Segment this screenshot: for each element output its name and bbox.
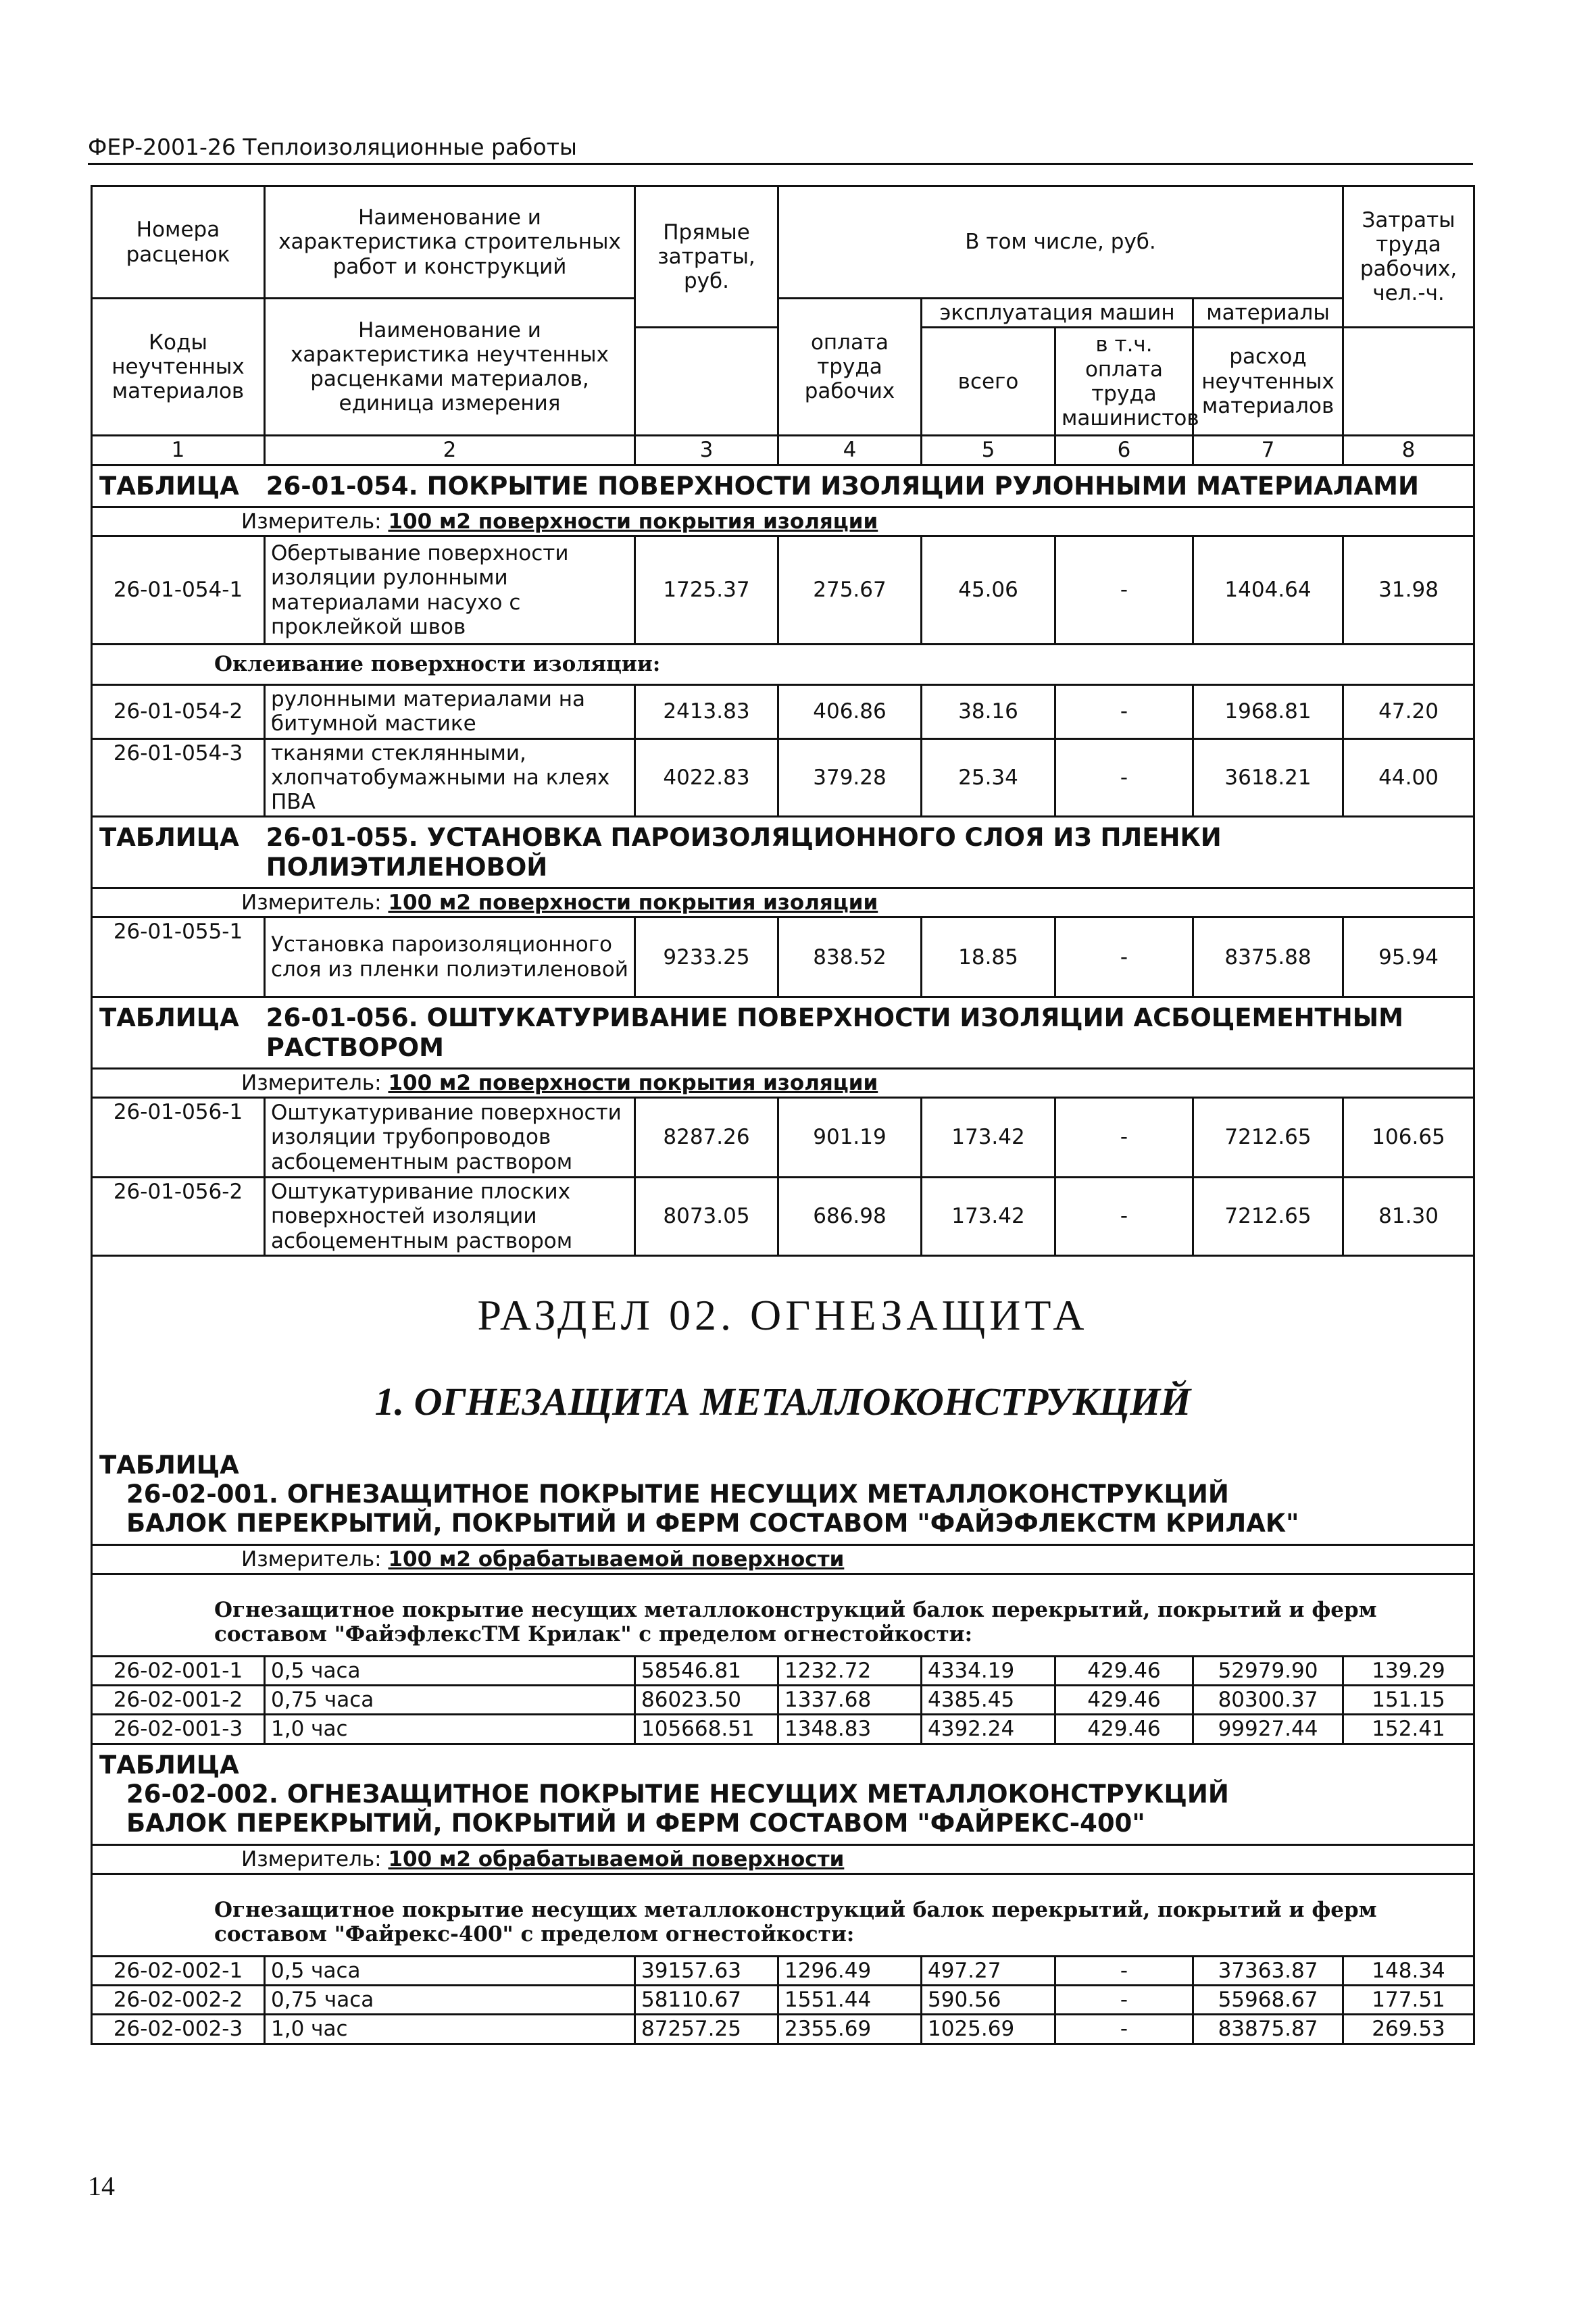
cell-value: - xyxy=(1055,1178,1193,1256)
cell-value: 105668.51 xyxy=(635,1715,778,1744)
work-name: Оштукатуривание плоских поверхностей изоляции асбоцементным раствором xyxy=(265,1178,635,1256)
cell-value: 590.56 xyxy=(922,1986,1055,2015)
cell-value: 1968.81 xyxy=(1193,685,1343,739)
col-header-machinist-wages: в т.ч. оплата труда машинистов xyxy=(1055,328,1193,436)
col-header-machines-total: всего xyxy=(922,328,1055,436)
cell-value: 3618.21 xyxy=(1193,738,1343,817)
cell-value: 148.34 xyxy=(1343,1956,1474,1985)
table-row xyxy=(92,1956,1474,1985)
rate-code: 26-01-054-3 xyxy=(92,738,265,817)
work-name: Установка пароизоляционного слоя из пленки полиэтиленовой xyxy=(265,917,635,997)
col-number: 2 xyxy=(265,436,635,465)
cell-value: 4392.24 xyxy=(922,1715,1055,1744)
table-title-26-01-054 xyxy=(92,465,1474,507)
cell-value: - xyxy=(1055,1098,1193,1178)
col-header-direct-costs-cont xyxy=(635,328,778,436)
cell-value: 99927.44 xyxy=(1193,1715,1343,1744)
table-label: ТАБЛИЦА xyxy=(99,1450,239,1480)
cell-value: - xyxy=(1055,738,1193,817)
table-row xyxy=(92,2015,1474,2044)
col-header-wages: оплата труда рабочих xyxy=(778,299,922,436)
table-row xyxy=(92,685,1474,739)
rate-code: 26-02-002-2 xyxy=(92,1986,265,2015)
cell-value: - xyxy=(1055,917,1193,997)
cell-value: 139.29 xyxy=(1343,1656,1474,1685)
cell-value: 901.19 xyxy=(778,1098,922,1178)
rate-code: 26-01-056-1 xyxy=(92,1098,265,1178)
cell-value: 429.46 xyxy=(1055,1715,1193,1744)
measure-line xyxy=(92,1544,1474,1574)
cell-value: 406.86 xyxy=(778,685,922,739)
cell-value: - xyxy=(1055,1986,1193,2015)
col-header-materials: материалы xyxy=(1193,299,1343,328)
col-number: 7 xyxy=(1193,436,1343,465)
cell-value: 177.51 xyxy=(1343,1986,1474,2015)
cell-value: 7212.65 xyxy=(1193,1098,1343,1178)
work-name: рулонными материалами на битумной мастике xyxy=(265,685,635,739)
cell-value: 47.20 xyxy=(1343,685,1474,739)
cell-value: 151.15 xyxy=(1343,1686,1474,1715)
table-title-text: 26-02-001. ОГНЕЗАЩИТНОЕ ПОКРЫТИЕ НЕСУЩИХ МЕТАЛЛОКОНСТРУКЦИЙ БАЛОК ПЕРЕКРЫТИЙ, ПОКРЫТИЙ И ФЕРМ СОСТАВОМ "ФАЙЭФЛЕКСТМ КРИЛАК" xyxy=(126,1480,1299,1538)
cell-value: 55968.67 xyxy=(1193,1986,1343,2015)
cell-value: 8287.26 xyxy=(635,1098,778,1178)
cell-value: 86023.50 xyxy=(635,1686,778,1715)
cell-value: 44.00 xyxy=(1343,738,1474,817)
rate-code: 26-02-002-1 xyxy=(92,1956,265,1985)
cell-value: 686.98 xyxy=(778,1178,922,1256)
measure-line xyxy=(92,888,1474,917)
table-title-26-01-055 xyxy=(92,817,1474,888)
col-number: 4 xyxy=(778,436,922,465)
col-header-labor: Затраты труда рабочих, чел.-ч. xyxy=(1343,186,1474,328)
rate-code: 26-01-054-2 xyxy=(92,685,265,739)
measure-unit: 100 м2 поверхности покрытия изоляции xyxy=(388,1070,878,1095)
rate-code: 26-02-002-3 xyxy=(92,2015,265,2044)
col-header-material-use: расход неучтенных материалов xyxy=(1193,328,1343,436)
cell-value: 8073.05 xyxy=(635,1178,778,1256)
cell-value: 8375.88 xyxy=(1193,917,1343,997)
cell-value: 1025.69 xyxy=(922,2015,1055,2044)
work-name: Оштукатуривание поверхности изоляции трубопроводов асбоцементным раствором xyxy=(265,1098,635,1178)
cell-value: 4385.45 xyxy=(922,1686,1055,1715)
rate-code: 26-02-001-2 xyxy=(92,1686,265,1715)
cell-value: 1296.49 xyxy=(778,1956,922,1985)
col-header-machines: эксплуатация машин xyxy=(922,299,1193,328)
cell-value: 45.06 xyxy=(922,536,1055,645)
cell-value: 80300.37 xyxy=(1193,1686,1343,1715)
table-title-text: 26-01-055. УСТАНОВКА ПАРОИЗОЛЯЦИОННОГО СЛОЯ ИЗ ПЛЕНКИ ПОЛИЭТИЛЕНОВОЙ xyxy=(266,823,1222,882)
subgroup-heading: Оклеивание поверхности изоляции: xyxy=(92,645,1474,685)
cell-value: 497.27 xyxy=(922,1956,1055,1985)
table-label: ТАБЛИЦА xyxy=(99,471,239,501)
cell-value: 1337.68 xyxy=(778,1686,922,1715)
rate-code: 26-01-056-2 xyxy=(92,1178,265,1256)
cell-value: 2355.69 xyxy=(778,2015,922,2044)
rates-table xyxy=(91,185,1475,2045)
work-name: тканями стеклянными, хлопчатобумажными на клеях ПВА xyxy=(265,738,635,817)
col-header-work-name: Наименование и характеристика строительных работ и конструкций xyxy=(265,186,635,299)
measure-label: Измеритель: xyxy=(241,1546,382,1571)
running-header: ФЕР-2001-26 Теплоизоляционные работы xyxy=(88,134,1473,165)
col-header-rate-numbers: Номера расценок xyxy=(92,186,265,299)
table-row xyxy=(92,1986,1474,2015)
cell-value: - xyxy=(1055,2015,1193,2044)
cell-value: 269.53 xyxy=(1343,2015,1474,2044)
subsection-title: 1. ОГНЕЗАЩИТА МЕТАЛЛОКОНСТРУКЦИЙ xyxy=(374,1379,1191,1424)
cell-value: 38.16 xyxy=(922,685,1055,739)
page-number: 14 xyxy=(88,2171,115,2201)
cell-value: 1232.72 xyxy=(778,1656,922,1685)
col-header-labor-cont xyxy=(1343,328,1474,436)
cell-value: 2413.83 xyxy=(635,685,778,739)
cell-value: 1404.64 xyxy=(1193,536,1343,645)
table-label: ТАБЛИЦА xyxy=(99,1003,239,1033)
cell-value: 4022.83 xyxy=(635,738,778,817)
cell-value: 1348.83 xyxy=(778,1715,922,1744)
rate-code: 26-01-055-1 xyxy=(92,917,265,997)
measure-label: Измеритель: xyxy=(241,1070,382,1095)
work-name: 1,0 час xyxy=(265,2015,635,2044)
table-title-text: 26-02-002. ОГНЕЗАЩИТНОЕ ПОКРЫТИЕ НЕСУЩИХ МЕТАЛЛОКОНСТРУКЦИЙ БАЛОК ПЕРЕКРЫТИЙ, ПОКРЫТИЙ И ФЕРМ СОСТАВОМ "ФАЙРЕКС-400" xyxy=(126,1779,1229,1838)
cell-value: 52979.90 xyxy=(1193,1656,1343,1685)
cell-value: 87257.25 xyxy=(635,2015,778,2044)
col-number: 1 xyxy=(92,436,265,465)
measure-unit: 100 м2 поверхности покрытия изоляции xyxy=(388,890,878,915)
cell-value: 81.30 xyxy=(1343,1178,1474,1256)
col-number: 6 xyxy=(1055,436,1193,465)
col-header-including: В том числе, руб. xyxy=(778,186,1343,299)
measure-unit: 100 м2 обрабатываемой поверхности xyxy=(388,1846,845,1871)
table-row xyxy=(92,1686,1474,1715)
cell-value: - xyxy=(1055,685,1193,739)
table-row xyxy=(92,1656,1474,1685)
table-title-26-01-056 xyxy=(92,997,1474,1069)
cell-value: 58546.81 xyxy=(635,1656,778,1685)
work-name: Обертывание поверхности изоляции рулонными материалами насухо с проклейкой швов xyxy=(265,536,635,645)
col-number: 3 xyxy=(635,436,778,465)
work-name: 1,0 час xyxy=(265,1715,635,1744)
work-name: 0,75 часа xyxy=(265,1686,635,1715)
cell-value: 83875.87 xyxy=(1193,2015,1343,2044)
rate-code: 26-01-054-1 xyxy=(92,536,265,645)
measure-unit: 100 м2 поверхности покрытия изоляции xyxy=(388,509,878,534)
cell-value: 9233.25 xyxy=(635,917,778,997)
table-row xyxy=(92,1715,1474,1744)
table-title-text: 26-01-056. ОШТУКАТУРИВАНИЕ ПОВЕРХНОСТИ ИЗОЛЯЦИИ АСБОЦЕМЕНТНЫМ РАСТВОРОМ xyxy=(266,1003,1403,1062)
table-row xyxy=(92,738,1474,817)
cell-value: 275.67 xyxy=(778,536,922,645)
table-row xyxy=(92,1178,1474,1256)
cell-value: 173.42 xyxy=(922,1098,1055,1178)
measure-label: Измеритель: xyxy=(241,890,382,915)
section-title: РАЗДЕЛ 02. ОГНЕЗАЩИТА xyxy=(477,1291,1089,1340)
table-title-26-02-001 xyxy=(92,1445,1474,1544)
col-header-material-codes: Коды неучтенных материалов xyxy=(92,299,265,436)
cell-value: 95.94 xyxy=(1343,917,1474,997)
column-number-row xyxy=(92,436,1474,465)
work-name: 0,75 часа xyxy=(265,1986,635,2015)
table-title-26-02-002 xyxy=(92,1744,1474,1844)
cell-value: 4334.19 xyxy=(922,1656,1055,1685)
cell-value: 31.98 xyxy=(1343,536,1474,645)
cell-value: 7212.65 xyxy=(1193,1178,1343,1256)
cell-value: - xyxy=(1055,536,1193,645)
cell-value: 106.65 xyxy=(1343,1098,1474,1178)
col-number: 5 xyxy=(922,436,1055,465)
measure-line xyxy=(92,1844,1474,1873)
table-row xyxy=(92,1098,1474,1178)
cell-value: 152.41 xyxy=(1343,1715,1474,1744)
measure-line xyxy=(92,507,1474,536)
cell-value: 25.34 xyxy=(922,738,1055,817)
table-label: ТАБЛИЦА xyxy=(99,823,239,853)
subgroup-heading: Огнезащитное покрытие несущих металлоконструкций балок перекрытий, покрытий и ферм составом "Файрекс-400" с пределом огнестойкости: xyxy=(92,1873,1474,1956)
cell-value: 1551.44 xyxy=(778,1986,922,2015)
cell-value: 37363.87 xyxy=(1193,1956,1343,1985)
cell-value: 838.52 xyxy=(778,917,922,997)
rate-code: 26-02-001-3 xyxy=(92,1715,265,1744)
table-header-row xyxy=(92,186,1474,299)
subgroup-heading: Огнезащитное покрытие несущих металлоконструкций балок перекрытий, покрытий и ферм составом "ФайэфлексТМ Крилак" с пределом огнестойкости: xyxy=(92,1574,1474,1656)
rate-code: 26-02-001-1 xyxy=(92,1656,265,1685)
table-row xyxy=(92,536,1474,645)
work-name: 0,5 часа xyxy=(265,1656,635,1685)
table-label: ТАБЛИЦА xyxy=(99,1750,239,1780)
measure-line xyxy=(92,1068,1474,1097)
cell-value: 379.28 xyxy=(778,738,922,817)
cell-value: 173.42 xyxy=(922,1178,1055,1256)
table-row xyxy=(92,917,1474,997)
measure-label: Измеритель: xyxy=(241,1846,382,1871)
cell-value: 39157.63 xyxy=(635,1956,778,1985)
work-name: 0,5 часа xyxy=(265,1956,635,1985)
cell-value: 429.46 xyxy=(1055,1656,1193,1685)
col-header-direct-costs: Прямые затраты, руб. xyxy=(635,186,778,328)
cell-value: 58110.67 xyxy=(635,1986,778,2015)
cell-value: - xyxy=(1055,1956,1193,1985)
cell-value: 18.85 xyxy=(922,917,1055,997)
measure-unit: 100 м2 обрабатываемой поверхности xyxy=(388,1546,845,1571)
table-title-text: 26-01-054. ПОКРЫТИЕ ПОВЕРХНОСТИ ИЗОЛЯЦИИ РУЛОННЫМИ МАТЕРИАЛАМИ xyxy=(266,471,1419,501)
col-header-material-name: Наименование и характеристика неучтенных расценками материалов, единица измерения xyxy=(265,299,635,436)
measure-label: Измеритель: xyxy=(241,509,382,534)
cell-value: 429.46 xyxy=(1055,1686,1193,1715)
cell-value: 1725.37 xyxy=(635,536,778,645)
col-number: 8 xyxy=(1343,436,1474,465)
